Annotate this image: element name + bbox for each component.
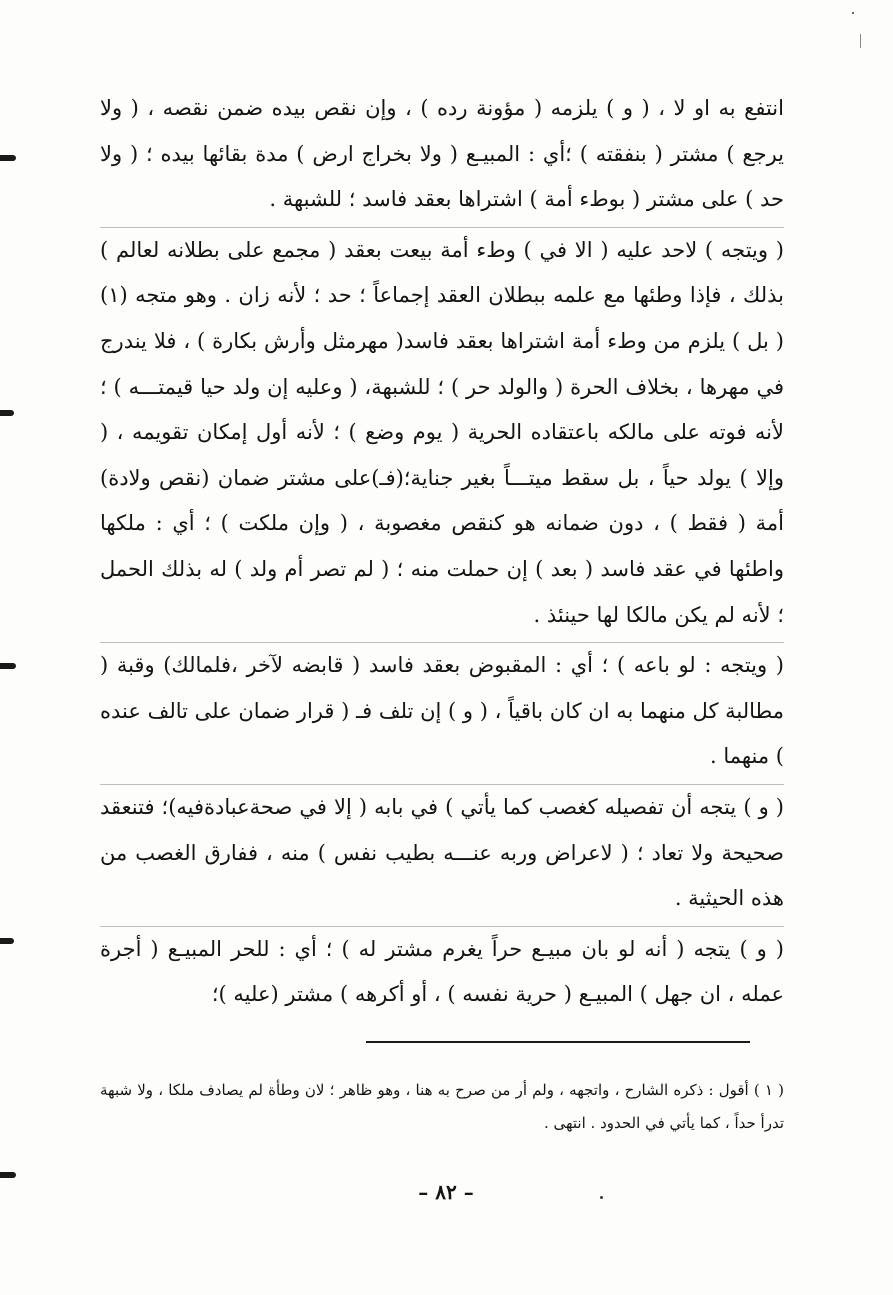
paragraph-4: ( و ) يتجه أن تفصيله كغصب كما يأتي ) في بابه ( إلا في صحةعبادةفيه)؛ فتنعقد صحيحة ولا تعاد ؛ ( لاعراض وربه عنـــه بطيب نفس ) منه ، ففارق الغصب من هذه الحيثية . [100, 784, 784, 922]
binding-mark [0, 1172, 16, 1178]
scan-speck [860, 34, 861, 48]
binding-mark [0, 410, 14, 416]
paragraph-1: انتفع به او لا ، ( و ) يلزمه ( مؤونة رده ) ، وإن نقص بيده ضمن نقصه ، ( ولا يرجع ) مشتر ( بنفقته ) ؛أي : المبيـع ( ولا بخراج ارض ) مدة بقائها بيده ؛ ( ولا حد ) على مشتر ( بوطء أمة ) اشتراها بعقد فاسد ؛ للشبهة . [100, 96, 784, 212]
paragraph-5: ( و ) يتجه ( أنه لو بان مبيـع حراً يغرم مشتر له ) ؛ أي : للحر المبيـع ( أجرة عمله ، ان جهل ) المبيـع ( حرية نفسه ) ، أو أكرهه ) مشتر (عليه )؛ [100, 926, 784, 1018]
footnote-divider [366, 1041, 750, 1043]
binding-mark [0, 155, 16, 161]
paragraph-3: ( ويتجه : لو باعه ) ؛ أي : المقبوض بعقد فاسد ( قابضه لآخر ،فلمالك) وقبة ( مطالبة كل منهما به ان كان باقياً ، ( و ) إن تلف فـ ( قرار ضمان على تالف عنده ) منهما . [100, 642, 784, 780]
binding-mark [0, 663, 16, 669]
page-number: – ٨٢ – [418, 1180, 474, 1204]
binding-mark [0, 938, 14, 944]
scan-speck [852, 12, 854, 14]
footnote: ( ١ ) أقول : ذكره الشارح ، واتجهه ، ولم أر من صرح به هنا ، وهو ظاهر ؛ لان وطأة لم يصادف ملكا ، ولا شبهة تدرأ حداً ، كما يأتي في الحدود . انتهى . [100, 1081, 785, 1132]
scan-speck [600, 1196, 603, 1199]
main-text-block [100, 86, 784, 1018]
paragraph-2: ( ويتجه ) لاحد عليه ( الا في ) وطء أمة بيعت بعقد ( مجمع على بطلانه لعالم ) بذلك ، فإذا وطئها مع علمه ببطلان العقد إجماعاً ؛ حد ؛ لأنه زان . وهو متجه (١) ( بل ) يلزم من وطء أمة اشتراها بعقد فاسد( مهرمثل وأرش بكارة ) ، فلا يندرج في مهرها ، بخلاف الحرة ( والولد حر ) ؛ للشبهة، ( وعليه إن ولد حيا قيمتـــه ) ؛ لأنه فوته على مالكه باعتقاده الحرية ( يوم وضع ) ؛ لأنه أول إمكان تقويمه ، ( وإلا ) يولد حياً ، بل سقط ميتـــاً بغير جناية؛(فـ)على مشتر ضمان (نقص ولادة) أمة ( فقط ) ، دون ضمانه هو كنقص مغصوبة ، ( وإن ملكت ) ؛ أي : ملكها واطئها في عقد فاسد ( بعد ) إن حملت منه ؛ ( لم تصر أم ولد ) له بذلك الحمل ؛ لأنه لم يكن مالكا لها حينئذ . [100, 227, 784, 638]
